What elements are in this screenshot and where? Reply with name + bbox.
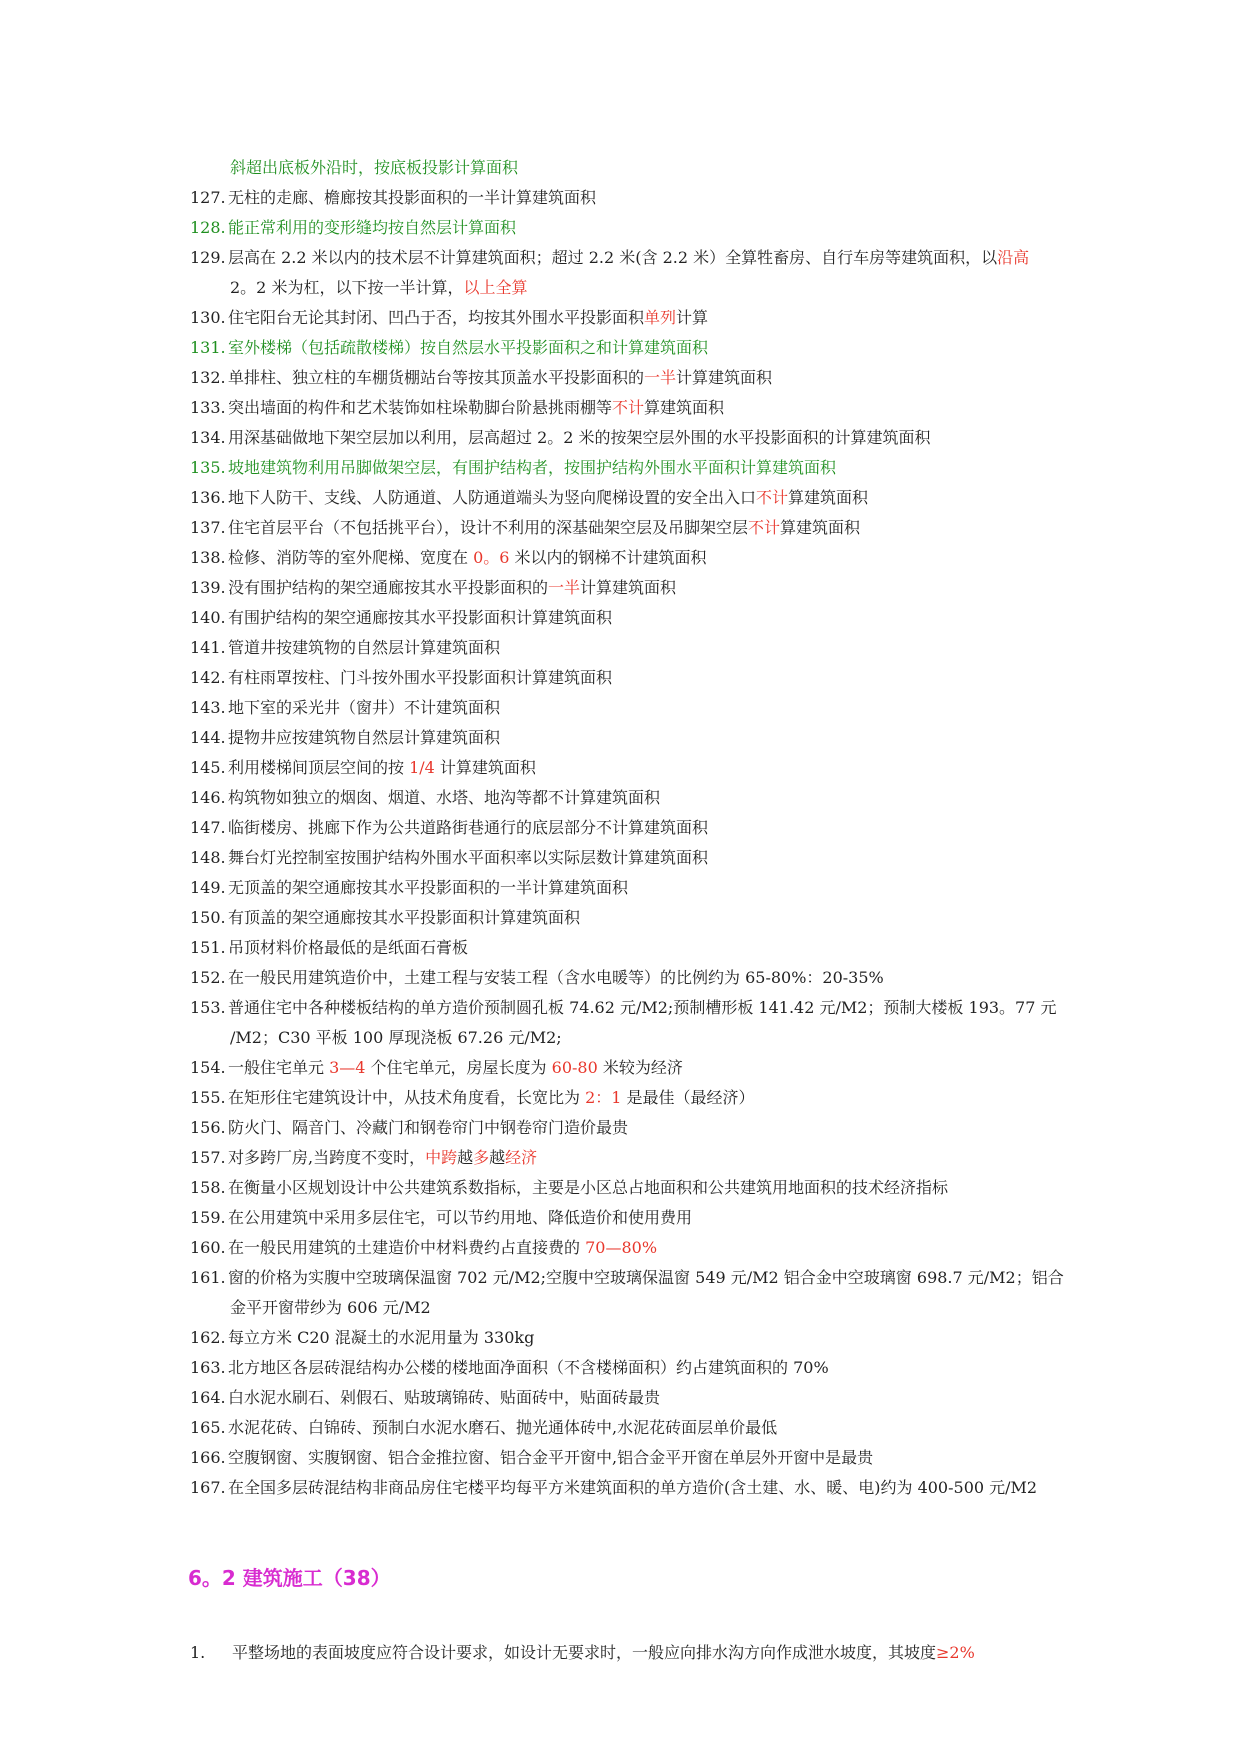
- section-heading: 6。2 建筑施工（38）: [188, 1566, 391, 1590]
- list-item: [190, 153, 1170, 183]
- item-text: [228, 543, 1170, 573]
- text-segment: 地下室的采光井（窗井）不计建筑面积: [228, 698, 501, 717]
- item-text: [228, 393, 1170, 423]
- item-number: 162.: [190, 1328, 226, 1347]
- item-number: 133.: [190, 398, 226, 417]
- list-item: [190, 903, 1170, 933]
- item-number: 144.: [190, 728, 226, 747]
- text-segment: 用深基础做地下架空层加以利用，层高超过 2。2 米的按架空层外围的水平投影面积的计算建筑面积: [228, 428, 931, 447]
- list-item: [190, 483, 1170, 513]
- list-item: [190, 363, 1170, 393]
- text-segment: 斜超出底板外沿时，按底板投影计算面积: [230, 158, 519, 177]
- text-segment: 防火门、隔音门、冷藏门和钢卷帘门中钢卷帘门造价最贵: [228, 1118, 629, 1137]
- text-segment: 没有围护结构的架空通廊按其水平投影面积的: [228, 578, 549, 597]
- highlight-text: 3—4: [329, 1058, 366, 1077]
- text-segment: 构筑物如独立的烟囱、烟道、水塔、地沟等都不计算建筑面积: [228, 788, 661, 807]
- item-text: [228, 693, 1170, 723]
- item-text: [228, 423, 1170, 453]
- highlight-text: 2：1: [585, 1088, 622, 1107]
- item-number: 160.: [190, 1238, 226, 1257]
- item-text: [228, 1323, 1170, 1353]
- item-text: [228, 813, 1170, 843]
- text-segment: 对多跨厂房,当跨度不变时，: [228, 1148, 426, 1167]
- text-segment: 算建筑面积: [780, 518, 861, 537]
- highlight-text: 多: [473, 1148, 490, 1167]
- list-item: [190, 1053, 1170, 1083]
- text-segment: 利用楼梯间顶层空间的按: [228, 758, 410, 777]
- item-text: [228, 993, 1170, 1023]
- list-item: [190, 1023, 1170, 1053]
- item-text: [228, 723, 1170, 753]
- item-number: 161.: [190, 1268, 226, 1287]
- item-text: [228, 513, 1170, 543]
- list-item: [190, 183, 1170, 213]
- item-text: [228, 933, 1170, 963]
- list-item: [190, 1113, 1170, 1143]
- text-segment: 计算建筑面积: [434, 758, 536, 777]
- text-segment: 越: [457, 1148, 474, 1167]
- text-segment: 突出墙面的构件和艺术装饰如柱垛勒脚台阶悬挑雨棚等: [228, 398, 613, 417]
- list-item: [190, 1443, 1170, 1473]
- item-number: 153.: [190, 998, 226, 1017]
- item-text: [228, 963, 1170, 993]
- list-item: [190, 213, 1170, 243]
- item-number: 136.: [190, 488, 226, 507]
- text-segment: 住宅阳台无论其封闭、凹凸于否，均按其外围水平投影面积: [228, 308, 645, 327]
- item-text: [228, 1473, 1170, 1503]
- text-segment: 在一般民用建筑的土建造价中材料费约占直接费的: [228, 1238, 586, 1257]
- list-item: [190, 573, 1170, 603]
- list-item: [190, 1323, 1170, 1353]
- item-text: [228, 453, 1170, 483]
- list-item: [190, 543, 1170, 573]
- item-number: 146.: [190, 788, 226, 807]
- item-number: 154.: [190, 1058, 226, 1077]
- item-number: 127.: [190, 188, 226, 207]
- item-number: 139.: [190, 578, 226, 597]
- text-segment: 提物井应按建筑物自然层计算建筑面积: [228, 728, 501, 747]
- text-segment: 在衡量小区规划设计中公共建筑系数指标，主要是小区总占地面积和公共建筑用地面积的技术经济指标: [228, 1178, 949, 1197]
- highlight-text: 不计: [756, 488, 789, 507]
- item-text: [228, 303, 1170, 333]
- text-segment: 层高在 2.2 米以内的技术层不计算建筑面积；超过 2.2 米(含 2.2 米）全算牲畜房、自行车房等建筑面积，以: [228, 248, 998, 267]
- item-number: 129.: [190, 248, 226, 267]
- text-segment: 有顶盖的架空通廊按其水平投影面积计算建筑面积: [228, 908, 581, 927]
- item-number: 166.: [190, 1448, 226, 1467]
- item-text: [228, 603, 1170, 633]
- text-segment: 金平开窗带纱为 606 元/M2: [230, 1298, 431, 1317]
- list-item: [190, 1083, 1170, 1113]
- item-text: [228, 1053, 1170, 1083]
- list-item: [190, 1173, 1170, 1203]
- text-segment: 算建筑面积: [644, 398, 725, 417]
- list-item: [190, 813, 1170, 843]
- item-number: 152.: [190, 968, 226, 987]
- list-item: [190, 603, 1170, 633]
- list-item: [190, 1383, 1170, 1413]
- highlight-text: 70—80%: [585, 1238, 658, 1257]
- list-item: [190, 1353, 1170, 1383]
- text-segment: 无柱的走廊、檐廊按其投影面积的一半计算建筑面积: [228, 188, 597, 207]
- list-item: [190, 513, 1170, 543]
- text-segment: 北方地区各层砖混结构办公楼的楼地面净面积（不含楼梯面积）约占建筑面积的 70%: [228, 1358, 829, 1377]
- text-segment: 吊顶材料价格最低的是纸面石膏板: [228, 938, 469, 957]
- list-item: [190, 1473, 1170, 1503]
- item-number: 147.: [190, 818, 226, 837]
- list-item: [190, 663, 1170, 693]
- item-text: [232, 1638, 1170, 1668]
- item-text: [228, 873, 1170, 903]
- text-segment: 一般住宅单元: [228, 1058, 330, 1077]
- item-number: 131.: [190, 338, 226, 357]
- item-number: 159.: [190, 1208, 226, 1227]
- item-text: [190, 1023, 1170, 1053]
- item-number: 155.: [190, 1088, 226, 1107]
- list-item: [190, 933, 1170, 963]
- text-segment: 计算: [676, 308, 709, 327]
- item-text: [228, 1233, 1170, 1263]
- list-item: [190, 1263, 1170, 1293]
- item-text: [228, 1203, 1170, 1233]
- item-number: 134.: [190, 428, 226, 447]
- text-segment: 白水泥水刷石、剁假石、贴玻璃锦砖、贴面砖中，贴面砖最贵: [228, 1388, 661, 1407]
- text-segment: 米以内的钢梯不计建筑面积: [509, 548, 707, 567]
- text-segment: 临街楼房、挑廊下作为公共道路街巷通行的底层部分不计算建筑面积: [228, 818, 709, 837]
- item-text: [228, 753, 1170, 783]
- item-text: [228, 1113, 1170, 1143]
- item-number: 157.: [190, 1148, 226, 1167]
- highlight-text: 不计: [748, 518, 781, 537]
- highlight-text: ≥2%: [936, 1643, 975, 1662]
- item-number: 156.: [190, 1118, 226, 1137]
- item-number: 158.: [190, 1178, 226, 1197]
- text-segment: 米较为经济: [597, 1058, 683, 1077]
- list-item: [190, 963, 1170, 993]
- item-text: [190, 273, 1170, 303]
- list-item: [190, 303, 1170, 333]
- text-segment: 个住宅单元，房屋长度为: [365, 1058, 552, 1077]
- highlight-text: 1/4: [409, 758, 435, 777]
- item-text: [228, 1263, 1170, 1293]
- text-segment: 地下人防干、支线、人防通道、人防通道端头为竖向爬梯设置的安全出入口: [228, 488, 757, 507]
- item-number: 150.: [190, 908, 226, 927]
- list-item: [190, 843, 1170, 873]
- item-text: [228, 363, 1170, 393]
- highlight-text: 0。6: [473, 548, 510, 567]
- list-item: [190, 753, 1170, 783]
- item-number: 138.: [190, 548, 226, 567]
- list-item: [190, 723, 1170, 753]
- item-number: 151.: [190, 938, 226, 957]
- text-segment: 是最佳（最经济）: [621, 1088, 755, 1107]
- text-segment: 无顶盖的架空通廊按其水平投影面积的一半计算建筑面积: [228, 878, 629, 897]
- text-segment: 单排柱、独立柱的车棚货棚站台等按其顶盖水平投影面积的: [228, 368, 645, 387]
- text-segment: 有围护结构的架空通廊按其水平投影面积计算建筑面积: [228, 608, 613, 627]
- item-text: [228, 1383, 1170, 1413]
- text-segment: 坡地建筑物利用吊脚做架空层，有围护结构者，按围护结构外围水平面积计算建筑面积: [228, 458, 837, 477]
- item-text: [228, 1143, 1170, 1173]
- list-item: [190, 1413, 1170, 1443]
- text-segment: 每立方米 C20 混凝土的水泥用量为 330kg: [228, 1328, 535, 1347]
- highlight-text: 一半: [644, 368, 677, 387]
- list-item: [190, 453, 1170, 483]
- text-segment: 住宅首层平台（不包括挑平台），设计不利用的深基础架空层及吊脚架空层: [228, 518, 749, 537]
- item-text: [228, 213, 1170, 243]
- item-text: [228, 903, 1170, 933]
- item-text: [228, 243, 1170, 273]
- item-text: [228, 783, 1170, 813]
- highlight-text: 中跨: [425, 1148, 458, 1167]
- list-item: [190, 393, 1170, 423]
- item-text: [190, 153, 1170, 183]
- highlight-text: 经济: [505, 1148, 538, 1167]
- highlight-text: 60-80: [551, 1058, 598, 1077]
- text-segment: 管道井按建筑物的自然层计算建筑面积: [228, 638, 501, 657]
- item-number: 163.: [190, 1358, 226, 1377]
- text-segment: 有柱雨罩按柱、门斗按外围水平投影面积计算建筑面积: [228, 668, 613, 687]
- item-number: 143.: [190, 698, 226, 717]
- list-item: [190, 1143, 1170, 1173]
- item-list: [190, 153, 1170, 1503]
- item-text: [228, 843, 1170, 873]
- item-text: [228, 663, 1170, 693]
- item-number: 128.: [190, 218, 226, 237]
- item-number: 1.: [190, 1643, 206, 1662]
- list-item: [190, 1293, 1170, 1323]
- list-item: [190, 993, 1170, 1023]
- section-first-item: [190, 1638, 1170, 1668]
- item-number: 137.: [190, 518, 226, 537]
- list-item: [190, 693, 1170, 723]
- item-text: [228, 1413, 1170, 1443]
- text-segment: /M2；C30 平板 100 厚现浇板 67.26 元/M2;: [230, 1028, 562, 1047]
- list-item: [190, 873, 1170, 903]
- text-segment: 在公用建筑中采用多层住宅，可以节约用地、降低造价和使用费用: [228, 1208, 693, 1227]
- item-number: 142.: [190, 668, 226, 687]
- text-segment: 普通住宅中各种楼板结构的单方造价预制圆孔板 74.62 元/M2;预制槽形板 141.42 元/M2；预制大楼板 193。77 元: [228, 998, 1057, 1017]
- list-item: [190, 333, 1170, 363]
- text-segment: 2。2 米为杠，以下按一半计算，: [230, 278, 464, 297]
- highlight-text: 单列: [644, 308, 677, 327]
- highlight-text: 沿高: [997, 248, 1030, 267]
- text-segment: 在一般民用建筑造价中，土建工程与安装工程（含水电暖等）的比例约为 65-80%：20-35%: [228, 968, 884, 987]
- item-number: 149.: [190, 878, 226, 897]
- list-item: [190, 1203, 1170, 1233]
- list-item: [190, 423, 1170, 453]
- text-segment: 舞台灯光控制室按围护结构外围水平面积率以实际层数计算建筑面积: [228, 848, 709, 867]
- item-text: [228, 1173, 1170, 1203]
- item-number: 164.: [190, 1388, 226, 1407]
- text-segment: 能正常利用的变形缝均按自然层计算面积: [228, 218, 517, 237]
- item-number: 141.: [190, 638, 226, 657]
- text-segment: 平整场地的表面坡度应符合设计要求，如设计无要求时，一般应向排水沟方向作成泄水坡度，其坡度: [232, 1643, 937, 1662]
- item-number: 167.: [190, 1478, 226, 1497]
- item-text: [228, 333, 1170, 363]
- item-number: 165.: [190, 1418, 226, 1437]
- text-segment: 窗的价格为实腹中空玻璃保温窗 702 元/M2;空腹中空玻璃保温窗 549 元/M2 铝合金中空玻璃窗 698.7 元/M2；铝合: [228, 1268, 1064, 1287]
- list-item: [190, 273, 1170, 303]
- highlight-text: 不计: [612, 398, 645, 417]
- item-number: 130.: [190, 308, 226, 327]
- item-number: 132.: [190, 368, 226, 387]
- item-text: [228, 573, 1170, 603]
- list-item: [190, 243, 1170, 273]
- item-text: [228, 633, 1170, 663]
- text-segment: 在全国多层砖混结构非商品房住宅楼平均每平方米建筑面积的单方造价(含土建、水、暖、电)约为 400-500 元/M2: [228, 1478, 1038, 1497]
- list-item: [190, 783, 1170, 813]
- item-text: [228, 1083, 1170, 1113]
- text-segment: 检修、消防等的室外爬梯、宽度在: [228, 548, 474, 567]
- list-item: [190, 633, 1170, 663]
- highlight-text: 一半: [548, 578, 581, 597]
- item-text: [228, 1443, 1170, 1473]
- text-segment: 计算建筑面积: [580, 578, 677, 597]
- text-segment: 计算建筑面积: [676, 368, 773, 387]
- text-segment: 水泥花砖、白锦砖、预制白水泥水磨石、抛光通体砖中,水泥花砖面层单价最低: [228, 1418, 778, 1437]
- item-text: [228, 483, 1170, 513]
- item-number: 145.: [190, 758, 226, 777]
- item-text: [228, 183, 1170, 213]
- text-segment: 室外楼梯（包括疏散楼梯）按自然层水平投影面积之和计算建筑面积: [228, 338, 709, 357]
- text-segment: 空腹钢窗、实腹钢窗、铝合金推拉窗、铝合金平开窗中,铝合金平开窗在单层外开窗中是最贵: [228, 1448, 874, 1467]
- list-item: [190, 1233, 1170, 1263]
- item-number: 148.: [190, 848, 226, 867]
- item-number: 135.: [190, 458, 226, 477]
- item-text: [228, 1353, 1170, 1383]
- text-segment: 在矩形住宅建筑设计中，从技术角度看，长宽比为: [228, 1088, 586, 1107]
- highlight-text: 以上全算: [463, 278, 528, 297]
- item-text: [190, 1293, 1170, 1323]
- text-segment: 越: [489, 1148, 506, 1167]
- list-item: [190, 1638, 1170, 1668]
- item-number: 140.: [190, 608, 226, 627]
- text-segment: 算建筑面积: [788, 488, 869, 507]
